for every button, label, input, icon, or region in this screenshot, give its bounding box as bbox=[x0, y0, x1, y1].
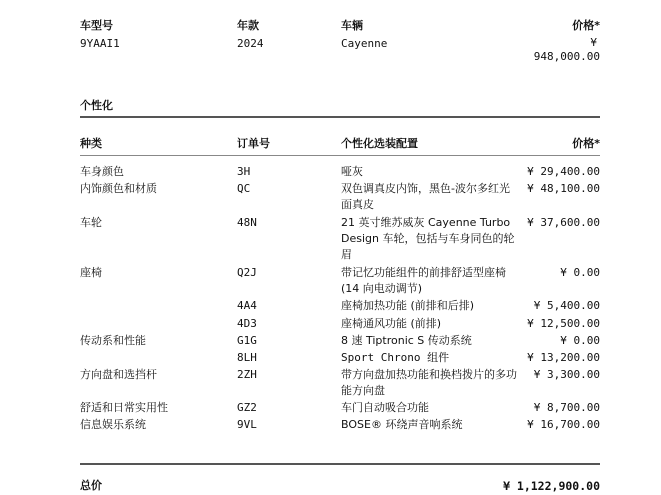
row-price: ¥ 29,400.00 bbox=[527, 165, 600, 178]
row-price: ¥ 16,700.00 bbox=[527, 418, 600, 431]
row-code: G1G bbox=[237, 334, 257, 347]
row-desc: 21 英寸维苏威灰 Cayenne Turbo Design 车轮，包括与车身同色的轮眉 bbox=[341, 216, 515, 261]
header-config: 个性化选装配置 bbox=[341, 137, 418, 150]
header-price: 价格* bbox=[572, 19, 600, 32]
row-code: QC bbox=[237, 182, 251, 195]
row-price: ¥ 48,100.00 bbox=[527, 182, 600, 195]
model-code-value: 9YAAI1 bbox=[80, 37, 120, 50]
row-desc: 车门自动吸合功能 bbox=[341, 401, 429, 414]
header-vehicle: 车辆 bbox=[341, 19, 363, 32]
header-price-config: 价格* bbox=[572, 137, 600, 150]
row-price: ¥ 12,500.00 bbox=[527, 317, 600, 330]
row-price: ¥ 0.00 bbox=[560, 334, 600, 347]
header-model-code: 车型号 bbox=[80, 19, 113, 32]
row-desc: 双色调真皮内饰，黑色-波尔多红光面真皮 bbox=[341, 182, 510, 211]
total-divider bbox=[80, 463, 600, 465]
vehicle-price-value: 948,000.00 bbox=[533, 50, 600, 63]
row-code: 4A4 bbox=[237, 299, 257, 312]
row-desc: 带记忆功能组件的前排舒适型座椅 (14 向电动调节) bbox=[341, 266, 506, 295]
row-category: 方向盘和选挡杆 bbox=[80, 368, 157, 381]
row-code: GZ2 bbox=[237, 401, 257, 414]
section-divider bbox=[80, 116, 600, 118]
row-desc: 带方向盘加热功能和换档拨片的多功能方向盘 bbox=[341, 368, 517, 397]
row-category: 舒适和日常实用性 bbox=[80, 401, 168, 414]
row-code: 48N bbox=[237, 216, 257, 229]
row-category: 信息娱乐系统 bbox=[80, 418, 146, 431]
header-category: 种类 bbox=[80, 137, 102, 150]
row-desc: 8 速 Tiptronic S 传动系统 bbox=[341, 334, 472, 347]
header-order-no: 订单号 bbox=[237, 137, 270, 150]
row-code: 4D3 bbox=[237, 317, 257, 330]
row-category: 内饰颜色和材质 bbox=[80, 182, 157, 195]
row-code: 9VL bbox=[237, 418, 257, 431]
total-label: 总价 bbox=[80, 479, 102, 492]
row-code: 3H bbox=[237, 165, 251, 178]
row-category: 座椅 bbox=[80, 266, 102, 279]
row-price: ¥ 37,600.00 bbox=[527, 216, 600, 229]
table-header-divider bbox=[80, 155, 600, 156]
total-value: ¥ 1,122,900.00 bbox=[503, 479, 600, 493]
row-category: 车身颜色 bbox=[80, 165, 124, 178]
row-desc: 哑灰 bbox=[341, 165, 363, 178]
row-code: 2ZH bbox=[237, 368, 257, 381]
row-category: 车轮 bbox=[80, 216, 102, 229]
row-desc: 座椅加热功能 (前排和后排) bbox=[341, 299, 475, 312]
row-price: ¥ 5,400.00 bbox=[533, 299, 600, 312]
row-desc: 座椅通风功能 (前排) bbox=[341, 317, 442, 330]
row-desc: Sport Chrono 组件 bbox=[341, 351, 450, 364]
row-price: ¥ 0.00 bbox=[560, 266, 600, 279]
row-price: ¥ 3,300.00 bbox=[533, 368, 600, 381]
section-title-personalization: 个性化 bbox=[80, 99, 113, 112]
currency-symbol: ¥ bbox=[590, 36, 597, 49]
row-code: Q2J bbox=[237, 266, 257, 279]
header-year: 年款 bbox=[237, 19, 259, 32]
row-price: ¥ 13,200.00 bbox=[527, 351, 600, 364]
row-category: 传动系和性能 bbox=[80, 334, 146, 347]
row-code: 8LH bbox=[237, 351, 257, 364]
year-value: 2024 bbox=[237, 37, 264, 50]
vehicle-name-value: Cayenne bbox=[341, 37, 388, 50]
row-price: ¥ 8,700.00 bbox=[533, 401, 600, 414]
row-desc: BOSE® 环绕声音响系统 bbox=[341, 418, 463, 431]
